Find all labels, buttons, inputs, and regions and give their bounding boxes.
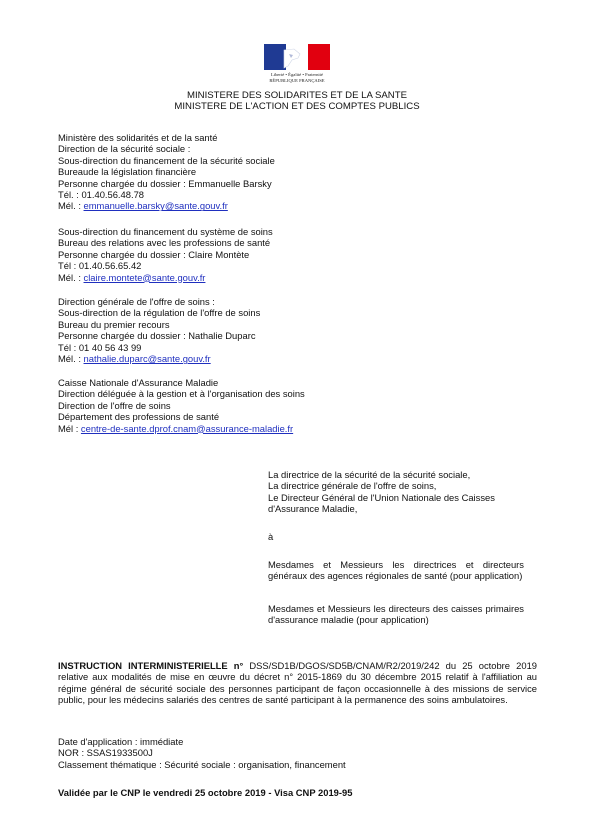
contact-line: Caisse Nationale d'Assurance Maladie	[58, 377, 219, 388]
email-label: Mél. :	[58, 200, 84, 212]
email-line	[58, 423, 305, 434]
contact-block-cnam	[58, 377, 305, 434]
email-label: Mél. :	[58, 353, 84, 365]
contact-line: Personne chargée du dossier : Emmanuelle Barsky	[58, 177, 272, 189]
contact-block-dss-soins	[58, 226, 273, 283]
email-link[interactable]: claire.montete@sante.gouv.fr	[83, 271, 206, 283]
senders-block	[268, 469, 524, 515]
ministry-title-1: MINISTERE DES SOLIDARITES ET DE LA SANTE	[187, 90, 407, 101]
sender-line: La directrice de la sécurité de la sécurité sociale,	[268, 469, 471, 480]
instruction-paragraph	[58, 660, 537, 706]
date-application: Date d'application : immédiate	[58, 736, 184, 747]
republic-text: RÉPUBLIQUE FRANÇAISE	[269, 77, 325, 83]
contact-line: Tél : 01 40 56 43 99	[58, 341, 142, 353]
french-flag-icon	[264, 44, 330, 70]
contact-line: Département des professions de santé	[58, 411, 220, 423]
recipients-ars: Mesdames et Messieurs les directrices et directeurs généraux des agences régionales de santé (pour application)	[268, 559, 524, 582]
contact-line: Direction de la sécurité sociale :	[58, 143, 191, 155]
contact-block-dgos	[58, 296, 260, 364]
contact-line: Tél. : 01.40.56.48.78	[58, 189, 145, 201]
sender-line: d'Assurance Maladie,	[268, 503, 358, 515]
ministry-title-2: MINISTERE DE L'ACTION ET DES COMPTES PUBLICS	[174, 101, 420, 113]
motto-text: Liberté • Égalité • Fraternité	[271, 72, 323, 77]
email-line	[58, 200, 275, 211]
contact-block-dss	[58, 132, 275, 212]
contact-line: Direction de l'offre de soins	[58, 399, 171, 411]
email-line	[58, 272, 273, 283]
email-label: Mél :	[58, 422, 81, 434]
contact-line: Bureau du premier recours	[58, 318, 170, 330]
thematic-classification: Classement thématique : Sécurité sociale : organisation, financement	[58, 758, 346, 770]
contact-line: Personne chargée du dossier : Claire Montète	[58, 248, 250, 260]
contact-line: Sous-direction de la régulation de l'offre de soins	[58, 307, 261, 319]
recipients-cpam: Mesdames et Messieurs les directeurs des caisses primaires d'assurance maladie (pour application)	[268, 603, 524, 626]
sender-line: La directrice générale de l'offre de soins,	[268, 480, 437, 492]
email-label: Mél. :	[58, 271, 84, 283]
instruction-keyword: INSTRUCTION INTERMINISTERIELLE n°	[58, 660, 244, 671]
email-line	[58, 353, 260, 364]
to-word: à	[268, 531, 274, 542]
contact-line: Tél : 01.40.56.65.42	[58, 260, 142, 272]
contact-line: Sous-direction du financement du système de soins	[58, 226, 273, 237]
email-link[interactable]: emmanuelle.barsky@sante.gouv.fr	[83, 200, 228, 212]
email-link[interactable]: centre-de-sante.dprof.cnam@assurance-maladie.fr	[80, 422, 294, 434]
cnp-validation: Validée par le CNP le vendredi 25 octobre 2019 - Visa CNP 2019-95	[58, 787, 353, 798]
sender-line: Le Directeur Général de l'Union Nationale des Caisses	[268, 491, 495, 503]
instruction-text: DSS/SD1B/DGOS/SD5B/CNAM/R2/2019/242 du 25 octobre 2019 relative aux modalités de mise en œuvre du décret n° 2015-1869 du 30 décembre 2015 relatif à l'affiliation au régime général de sécurité sociale des personnes participant de façon occasionnelle à des missions de service public, pour les médecins salariés des centres de santé participant à la permanence des soins ambulatoires.	[58, 660, 537, 706]
marianne-logo	[262, 44, 332, 88]
marianne-profile-icon	[280, 46, 310, 70]
contact-line: Ministère des solidarités et de la santé	[58, 132, 218, 143]
contact-line: Personne chargée du dossier : Nathalie Duparc	[58, 330, 256, 342]
contact-line: Bureau des relations avec les professions de santé	[58, 237, 271, 249]
email-link[interactable]: nathalie.duparc@sante.gouv.fr	[83, 353, 211, 365]
nor-reference: NOR : SSAS1933500J	[58, 747, 153, 759]
contact-line: Direction déléguée à la gestion et à l'organisation des soins	[58, 388, 305, 400]
contact-line: Bureaude la législation financière	[58, 166, 197, 178]
ministries-header	[0, 90, 594, 112]
contact-line: Direction générale de l'offre de soins :	[58, 296, 215, 307]
meta-block	[58, 736, 346, 770]
contact-line: Sous-direction du financement de la sécurité sociale	[58, 154, 275, 166]
